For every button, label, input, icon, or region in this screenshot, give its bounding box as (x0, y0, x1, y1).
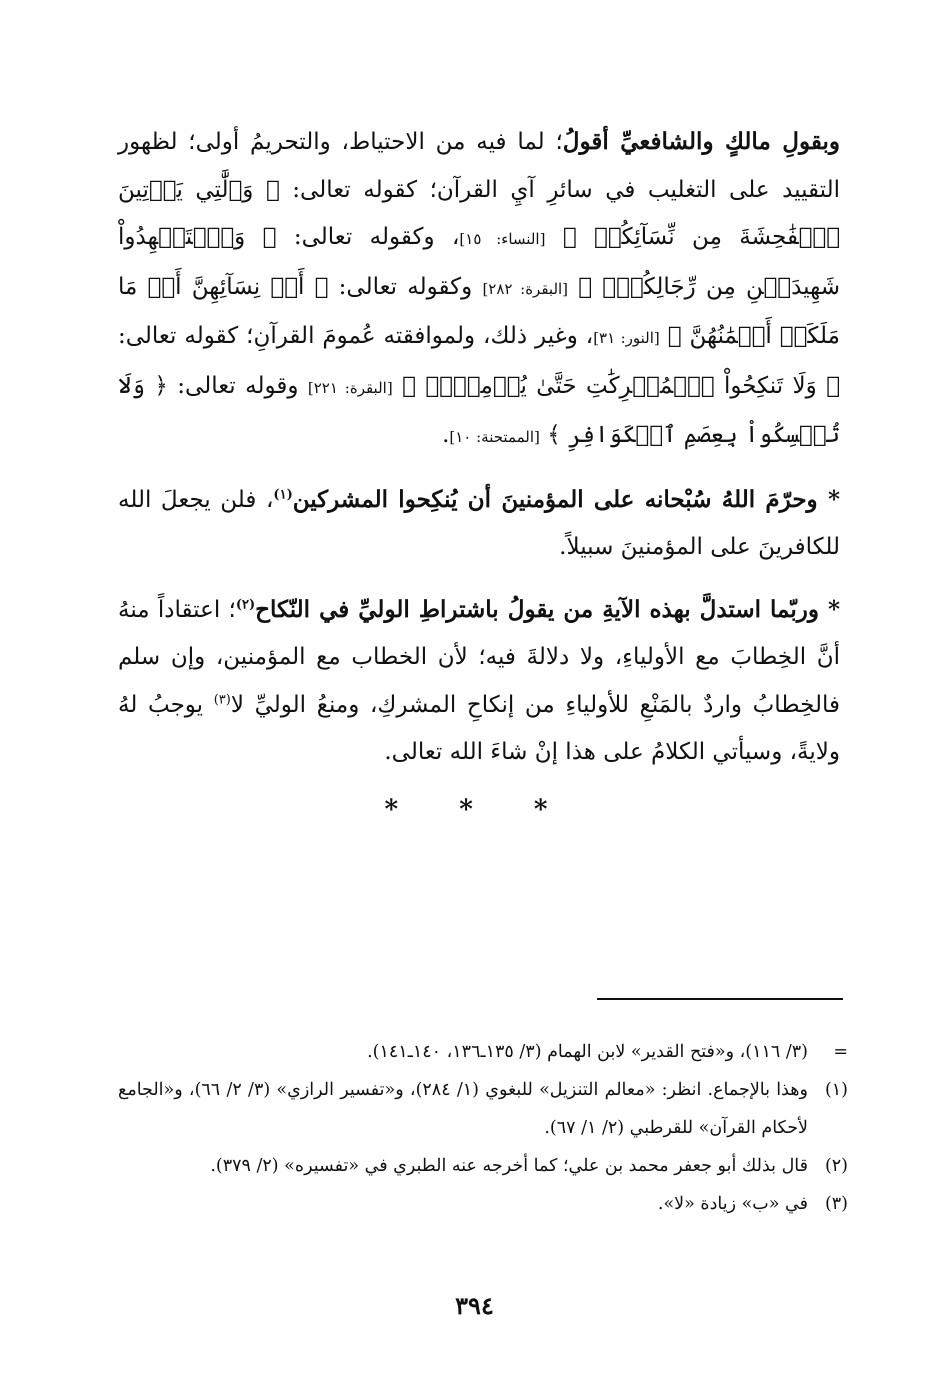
quran-verse: ﴿ وَلَا تَنكِحُواْ ٱلۡمُشۡرِكَٰتِ حَتَّىٰ يُؤۡمِنَّۚ ﴾ (402, 372, 841, 399)
paragraph-text: وكقوله تعالى: (328, 273, 483, 300)
quran-verse: ﴿ وَلَا تُمۡسِكُواْ بِعِصَمِ ٱلۡكَوَافِرِ ﴾ (118, 372, 840, 448)
verse-reference: [النساء: ١٥] (459, 230, 546, 248)
footnote-number: = (833, 1042, 848, 1062)
footnote-item (118, 1071, 848, 1147)
paragraph-lead: وبقولِ مالكٍ والشافعيِّ أقولُ (562, 128, 840, 155)
paragraph-opinion (118, 118, 840, 462)
verse-reference: [البقرة: ٢٢١] (307, 378, 393, 397)
footnote-text: (٣/ ١١٦)، و«فتح القدير» لابن الهمام (٣/ ١٣٥ـ١٣٦، ١٤٠ـ١٤١). (367, 1042, 808, 1062)
paragraph-text: ، فلن يجعلَ الله للكافرينَ على المؤمنينَ سبيلاً. (118, 486, 840, 560)
footnote-number: (٢) (824, 1156, 848, 1176)
paragraph-lead: * وحرّمَ اللهُ سُبْحانه على المؤمنينَ أن يُنكِحوا المشركين (292, 485, 840, 513)
paragraph-text: ، وغير ذلك، ولموافقته عُمومَ القرآنِ؛ كقوله تعالى: (118, 323, 594, 349)
paragraph-guardian (118, 586, 840, 777)
paragraph-prohibition (118, 476, 840, 572)
footnote-text: قال بذلك أبو جعفر محمد بن علي؛ كما أخرجه عنه الطبري في «تفسيره» (٢/ ٣٧٩). (210, 1156, 808, 1176)
footnote-number: (١) (824, 1080, 848, 1100)
footnote-item (118, 1147, 848, 1185)
paragraph-text: ؛ لما فيه من الاحتياط، والتحريمُ أولى؛ لظهور التقييد على التغليب في سائرِ آيِ القرآن؛ كقوله تعالى: (118, 129, 840, 203)
footnote-marker: (٢) (235, 596, 256, 612)
quran-verse: ﴿ وَٱلَّٰتِي يَأۡتِينَ ٱلۡفَٰحِشَةَ مِن نِّسَآئِكُمۡ ﴾ (118, 176, 841, 250)
footnotes (118, 1033, 848, 1223)
footnote-number: (٣) (824, 1194, 848, 1214)
paragraph-text: يوجبُ لهُ ولايةً، وسيأتي الكلامُ على هذا إنْ شاءَ الله تعالى. (118, 691, 840, 765)
section-separator: * * * (384, 794, 574, 825)
footnote-text: وهذا بالإجماع. انظر: «معالم التنزيل» للبغوي (١/ ٢٨٤)، و«تفسير الرازي» (٣/ ٢/ ٦٦)، و«الجامع لأحكام القرآن» للقرطبي (٢/ ١/ ٦٧). (118, 1080, 808, 1138)
verse-reference: [البقرة: ٢٨٢] (482, 279, 569, 298)
verse-reference: [النور: ٣١] (593, 329, 660, 347)
quran-verse: ﴿ أَوۡ نِسَآئِهِنَّ أَوۡ مَا مَلَكَتۡ أَيۡمَٰنُهُنَّ ﴾ (118, 273, 840, 349)
page-body (118, 118, 840, 825)
footnote-marker: (١) (273, 486, 293, 502)
page-number: ٣٩٤ (455, 1291, 494, 1320)
footnote-divider (597, 998, 843, 1000)
verse-reference: [الممتحنة: ١٠] (449, 428, 540, 446)
footnote-text: في «ب» زيادة «لا». (657, 1194, 808, 1214)
footnote-item (118, 1033, 848, 1071)
quran-verse: ﴿ وَٱسۡتَشۡهِدُواْ شَهِيدَيۡنِ مِن رِّجَالِكُمۡۖ ﴾ (118, 224, 840, 300)
footnote-item (118, 1185, 848, 1223)
paragraph-text: ، وكقوله تعالى: (276, 224, 460, 250)
footnote-marker: (٣) (213, 691, 231, 707)
paragraph-lead: * وربّما استدلَّ بهذه الآيةِ من يقولُ باشتراطِ الوليِّ في النّكاح (255, 595, 840, 623)
paragraph-text: . (442, 422, 450, 448)
paragraph-text: ؛ اعتقاداً منهُ أنَّ الخِطابَ مع الأولياءِ، ولا دلالةَ فيه؛ لأن الخطاب مع المؤمنين، وإن سلم فالخِطابُ واردٌ بالمَنْعِ للأولياءِ من إنكاحِ المشركِ، ومنعُ الوليِّ لا (118, 596, 841, 718)
paragraph-text: وقوله تعالى: (167, 372, 308, 399)
